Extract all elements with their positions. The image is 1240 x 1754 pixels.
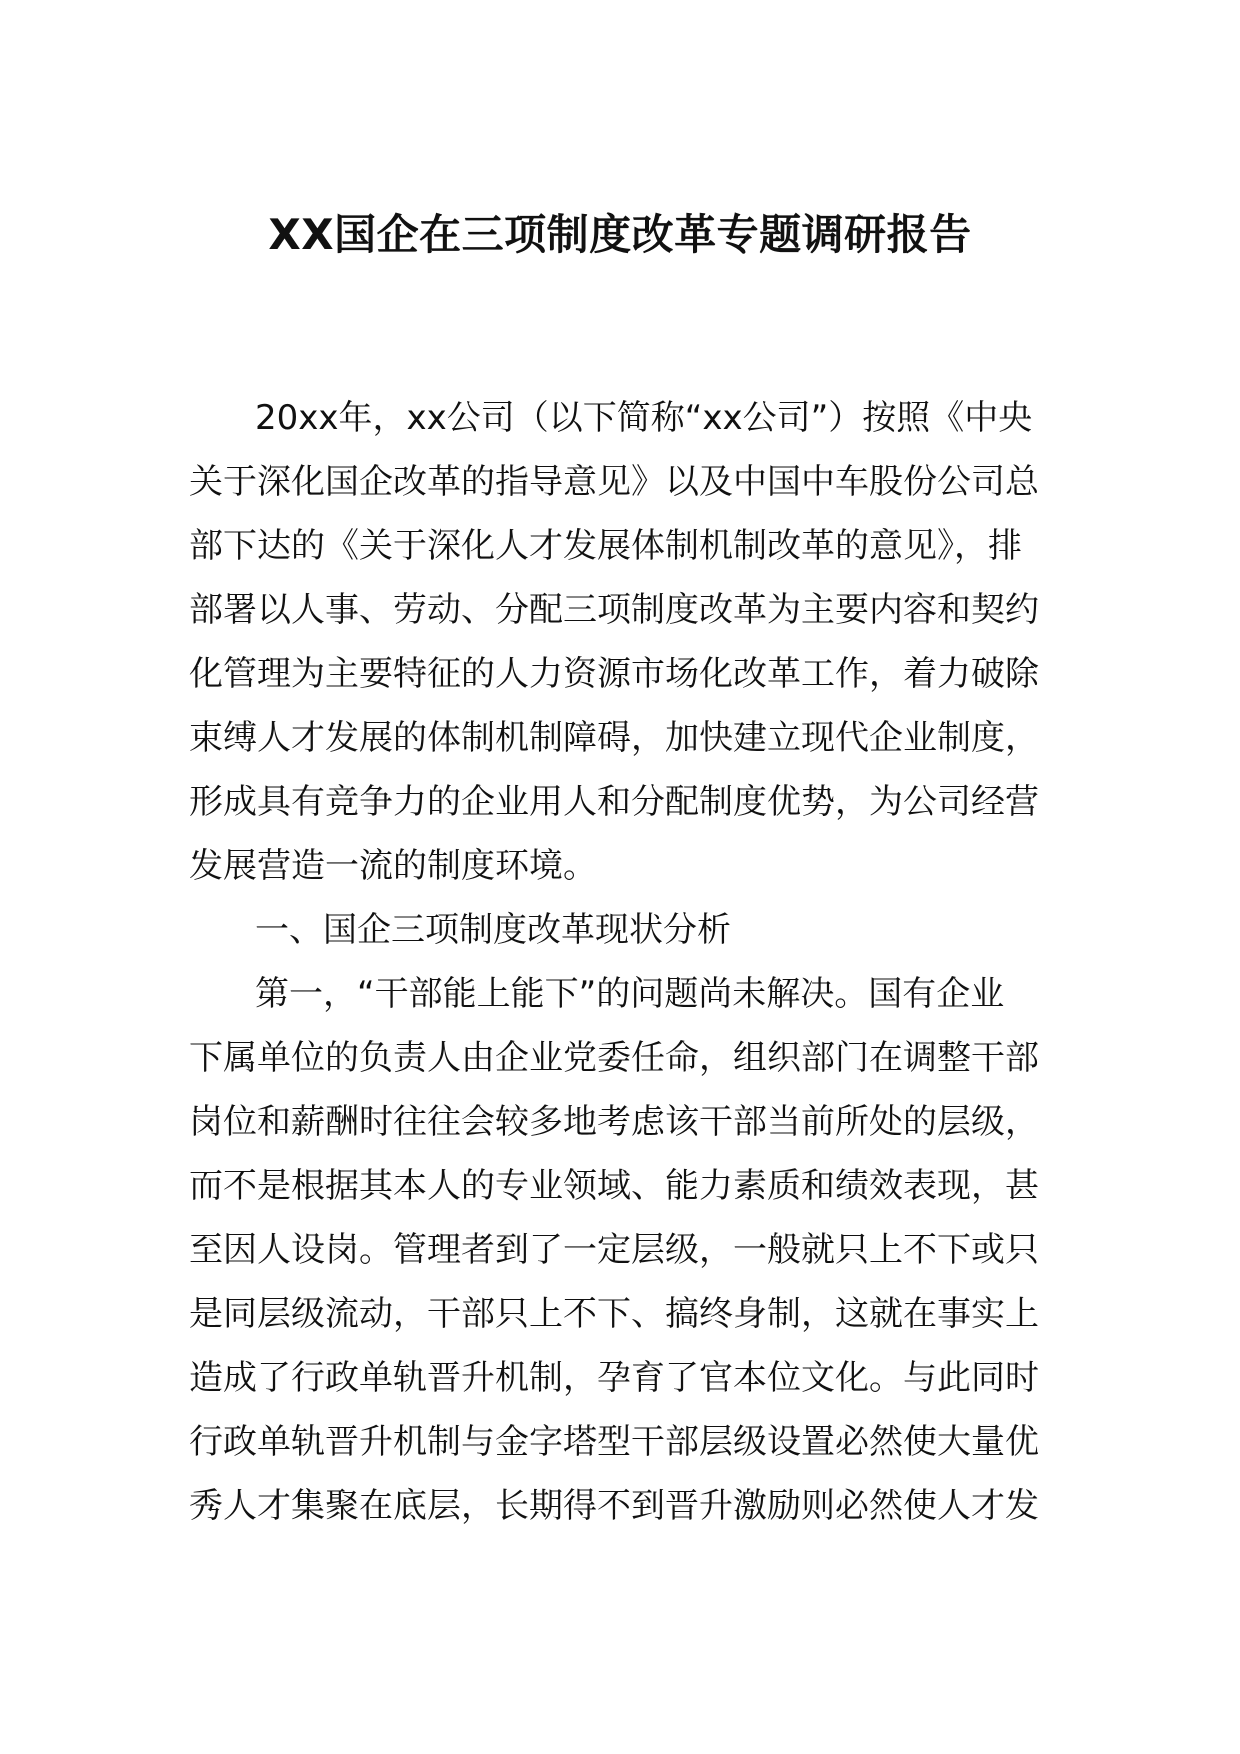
paragraph-line: 束缚人才发展的体制机制障碍，加快建立现代企业制度， bbox=[189, 718, 1039, 758]
paragraph-line: 秀人才集聚在底层，长期得不到晋升激励则必然使人才发 bbox=[189, 1486, 1039, 1526]
paragraph-line: 形成具有竞争力的企业用人和分配制度优势，为公司经营 bbox=[189, 782, 1039, 822]
paragraph-line: 关于深化国企改革的指导意见》以及中国中车股份公司总 bbox=[189, 462, 1039, 502]
paragraph-line: 至因人设岗。管理者到了一定层级，一般就只上不下或只 bbox=[189, 1230, 1039, 1270]
paragraph-line: 20xx年，xx公司（以下简称“xx公司”）按照《中央 bbox=[255, 398, 1033, 438]
paragraph-line: 发展营造一流的制度环境。 bbox=[189, 846, 597, 886]
section-heading: 一、国企三项制度改革现状分析 bbox=[255, 910, 731, 950]
paragraph-line: 部下达的《关于深化人才发展体制机制改革的意见》，排 bbox=[189, 526, 1022, 566]
paragraph-line: 化管理为主要特征的人力资源市场化改革工作，着力破除 bbox=[189, 654, 1039, 694]
document-title: XX国企在三项制度改革专题调研报告 bbox=[268, 210, 972, 259]
paragraph-line: 部署以人事、劳动、分配三项制度改革为主要内容和契约 bbox=[189, 590, 1039, 630]
paragraph-line: 下属单位的负责人由企业党委任命，组织部门在调整干部 bbox=[189, 1038, 1039, 1078]
paragraph-line: 第一，“干部能上能下”的问题尚未解决。国有企业 bbox=[255, 974, 1005, 1014]
paragraph-line: 岗位和薪酬时往往会较多地考虑该干部当前所处的层级， bbox=[189, 1102, 1039, 1142]
paragraph-line: 造成了行政单轨晋升机制，孕育了官本位文化。与此同时 bbox=[189, 1358, 1039, 1398]
paragraph-line: 是同层级流动，干部只上不下、搞终身制，这就在事实上 bbox=[189, 1294, 1039, 1334]
paragraph-line: 而不是根据其本人的专业领域、能力素质和绩效表现，甚 bbox=[189, 1166, 1039, 1206]
paragraph-line: 行政单轨晋升机制与金字塔型干部层级设置必然使大量优 bbox=[189, 1422, 1039, 1462]
